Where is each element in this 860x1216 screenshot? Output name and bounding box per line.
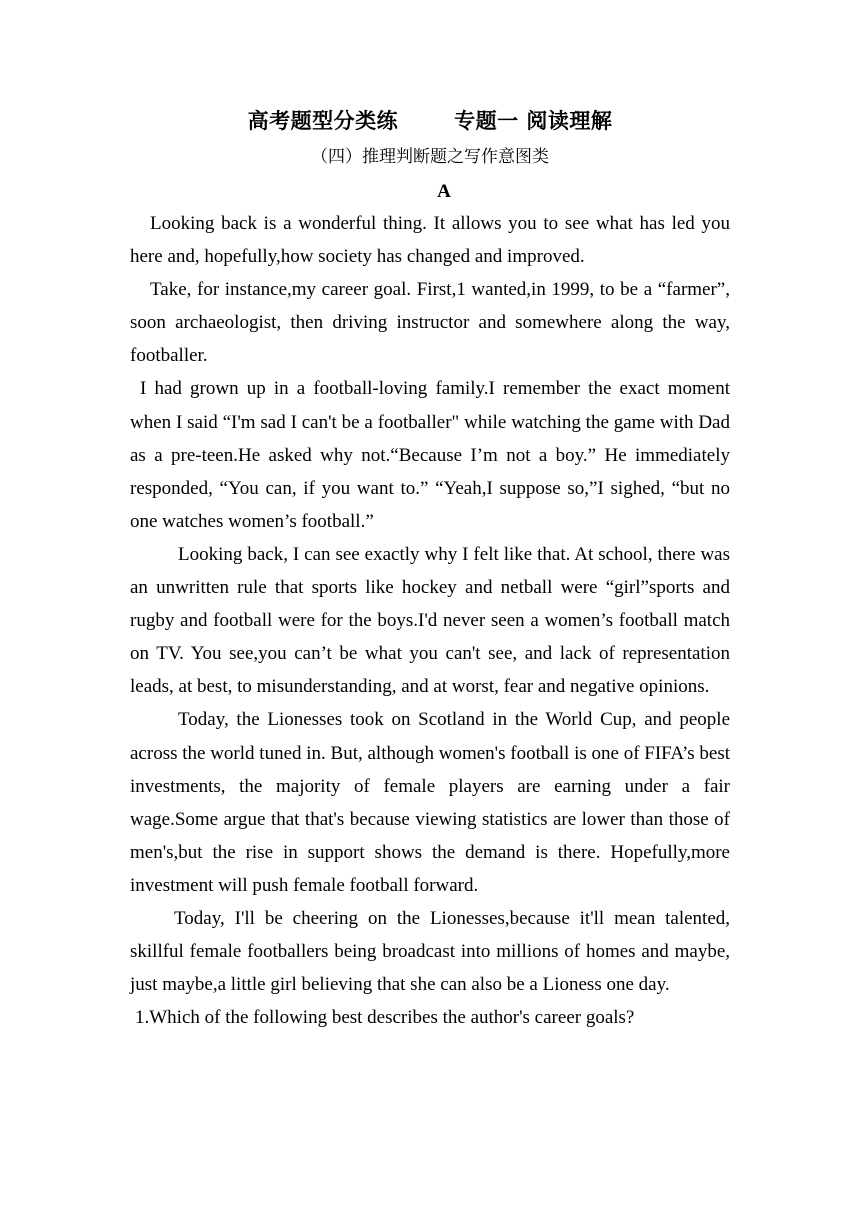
- passage-paragraph-1: Looking back is a wonderful thing. It allows you to see what has led you here and, hopefully,how society has changed and improved.: [130, 213, 730, 268]
- passage-paragraph-5: Today, the Lionesses took on Scotland in the World Cup, and people across the world tuned in. But, although women's football is one of FIFA’s best investments, the majority of female players are earning under a fair wage.Some argue that that's because viewing statistics are lower than those of men's,but the rise in support shows the demand is there. Hopefully,more investment will push female football forward.: [130, 709, 730, 896]
- title-topic: 专题一 阅读理解: [454, 109, 613, 133]
- passage-paragraph-2: Take, for instance,my career goal. First,1 wanted,in 1999, to be a “farmer”, soon archaeologist, then driving instructor and somewhere along the way, footballer.: [130, 279, 730, 367]
- document-title: [0, 106, 860, 136]
- question-1: 1.Which of the following best describes the author's career goals?: [135, 1007, 635, 1029]
- title-series: 高考题型分类练: [247, 109, 399, 133]
- passage-paragraph-6: Today, I'll be cheering on the Lionesses,because it'll mean talented, skillful female footballers being broadcast into millions of homes and maybe, just maybe,a little girl believing that she can also be a Lioness one day.: [130, 907, 730, 996]
- passage-paragraph-4: Looking back, I can see exactly why I felt like that. At school, there was an unwritten rule that sports like hockey and netball were “girl”sports and rugby and football were for the boys.I'd never seen a women’s football match on TV. You see,you can’t be what you can't see, and lack of representation leads, at best, to misunderstanding, and at worst, fear and negative opinions.: [130, 543, 730, 698]
- passage-paragraph-3: I had grown up in a football-loving family.I remember the exact moment when I said “I'm sad I can't be a footballer" while watching the game with Dad as a pre-teen.He asked why not.“Because I’m not a boy.” He immediately responded, “You can, if you want to.” “Yeah,I suppose so,”I sighed, “but no one watches women’s football.”: [130, 378, 730, 532]
- document-subtitle: （四）推理判断题之写作意图类: [311, 147, 549, 167]
- passage-label: A: [437, 181, 451, 202]
- passage-body: [130, 207, 730, 1034]
